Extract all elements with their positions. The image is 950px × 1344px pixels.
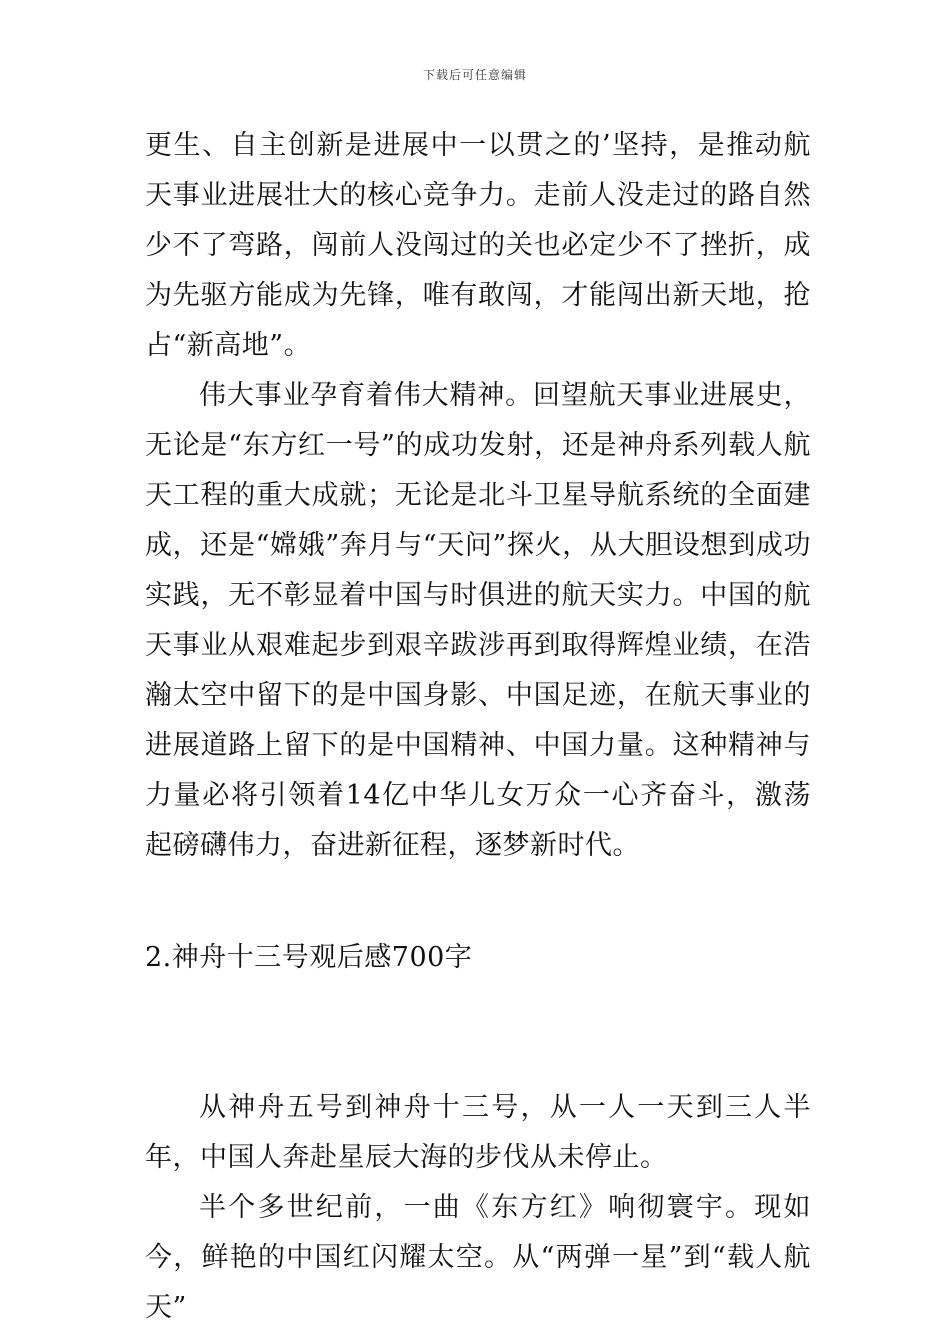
paragraph-continuation: 更生、自主创新是进展中一以贯之的’坚持，是推动航天事业进展壮大的核心竞争力。走前人没走过的路自然少不了弯路，闯前人没闯过的关也必定少不了挫折，成为先驱方能成为先锋，唯有敢闯，才能闯出新天地，抢占“新高地”。 [145, 130, 811, 361]
document-body [145, 121, 811, 1333]
section-heading: 2.神舟十三号观后感700字 [145, 942, 473, 973]
page-header: 下载后可任意编辑 [422, 68, 527, 82]
paragraph-great-spirit: 伟大事业孕育着伟大精神。回望航天事业进展史，无论是“东方红一号”的成功发射，还是神舟系列载人航天工程的重大成就；无论是北斗卫星导航系统的全面建成，还是“嫦娥”奔月与“天问”探火，从大胆设想到成功实践，无不彰显着中国与时俱进的航天实力。中国的航天事业从艰难起步到艰辛跋涉再到取得辉煌业绩，在浩瀚太空中留下的是中国身影、中国足迹，在航天事业的进展道路上留下的是中国精神、中国力量。这种精神与力量必将引领着14亿中华儿女万众一心齐奋斗，激荡起磅礴伟力，奋进新征程，逐梦新时代。 [145, 380, 811, 861]
paragraph-shenzhou-intro: 从神舟五号到神舟十三号，从一人一天到三人半年，中国人奔赴星辰大海的步伐从未停止。 [145, 1092, 811, 1173]
paragraph-dongfanghong: 半个多世纪前，一曲《东方红》响彻寰宇。现如今，鲜艳的中国红闪耀太空。从“两弹一星”到“载人航天” [145, 1192, 811, 1323]
